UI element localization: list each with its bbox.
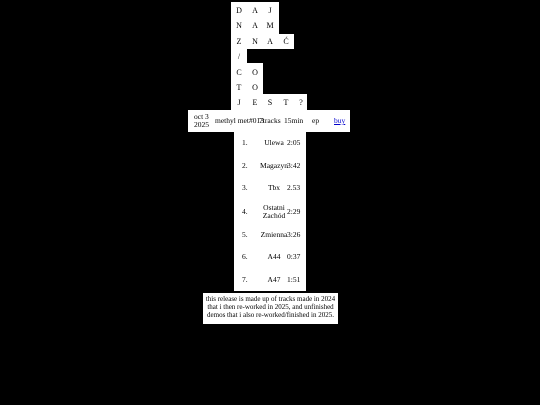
catalog-number: methyl met#013: [215, 116, 264, 125]
track-number: 6.: [242, 252, 248, 261]
track-duration: 2.53: [287, 183, 301, 192]
title-letter: A: [252, 21, 258, 30]
release-info-bar: [188, 110, 350, 132]
title-letter: A: [252, 6, 258, 15]
title-letter: O: [252, 68, 258, 77]
track-number: 5.: [242, 230, 248, 239]
track-duration: 0:37: [287, 252, 301, 261]
tracklist: [234, 132, 306, 291]
title-letter: S: [267, 98, 273, 107]
track-number: 7.: [242, 275, 248, 284]
track-row[interactable]: [234, 246, 306, 268]
track-title: Zmienna: [260, 230, 288, 239]
track-row[interactable]: [234, 177, 306, 199]
track-number: 4.: [242, 207, 248, 216]
title-letter: /: [237, 52, 241, 61]
track-number: 1.: [242, 138, 248, 147]
title-letter: A: [267, 37, 273, 46]
title-letter: Ć: [283, 37, 289, 46]
track-duration: 2:29: [287, 207, 301, 216]
track-number: 2.: [242, 161, 248, 170]
track-title: Tbx: [267, 183, 281, 192]
title-letter: T: [236, 83, 242, 92]
track-title: Magazyn: [260, 161, 288, 170]
title-letter: M: [266, 21, 274, 30]
title-letter: C: [236, 68, 242, 77]
track-duration: 3:42: [287, 161, 301, 170]
track-duration: 1:51: [287, 275, 301, 284]
release-description: this release is made up of tracks made in 2024 that i then re-worked in 2025, and unfinished demos that i also re-worked/finished in 2025.: [203, 293, 338, 324]
track-title: A44: [267, 252, 281, 261]
track-title: A47: [267, 275, 281, 284]
title-letter: J: [237, 98, 241, 107]
track-row[interactable]: [234, 132, 306, 154]
title-letter: Z: [236, 37, 242, 46]
track-row[interactable]: [234, 155, 306, 177]
track-title: Ulewa: [264, 138, 284, 147]
buy-link[interactable]: buy: [334, 116, 346, 125]
track-duration: 2:05: [287, 138, 301, 147]
title-letter: O: [252, 83, 258, 92]
track-row[interactable]: [234, 269, 306, 291]
title-letter: T: [283, 98, 289, 107]
track-title: Ostatni Zachód: [262, 203, 286, 220]
release-format: ep: [312, 116, 320, 125]
release-date: oct 3 2025: [194, 112, 209, 129]
title-letter: N: [236, 21, 242, 30]
title-letter: ?: [299, 98, 303, 107]
track-row[interactable]: [234, 224, 306, 246]
title-letter: E: [252, 98, 258, 107]
track-number: 3.: [242, 183, 248, 192]
title-letter: J: [268, 6, 272, 15]
title-letter: D: [236, 6, 242, 15]
track-count: 7tracks: [259, 116, 281, 125]
track-duration: 3:26: [287, 230, 301, 239]
title-letter: N: [252, 37, 258, 46]
total-duration: 15min: [284, 116, 304, 125]
track-row[interactable]: [234, 201, 306, 223]
